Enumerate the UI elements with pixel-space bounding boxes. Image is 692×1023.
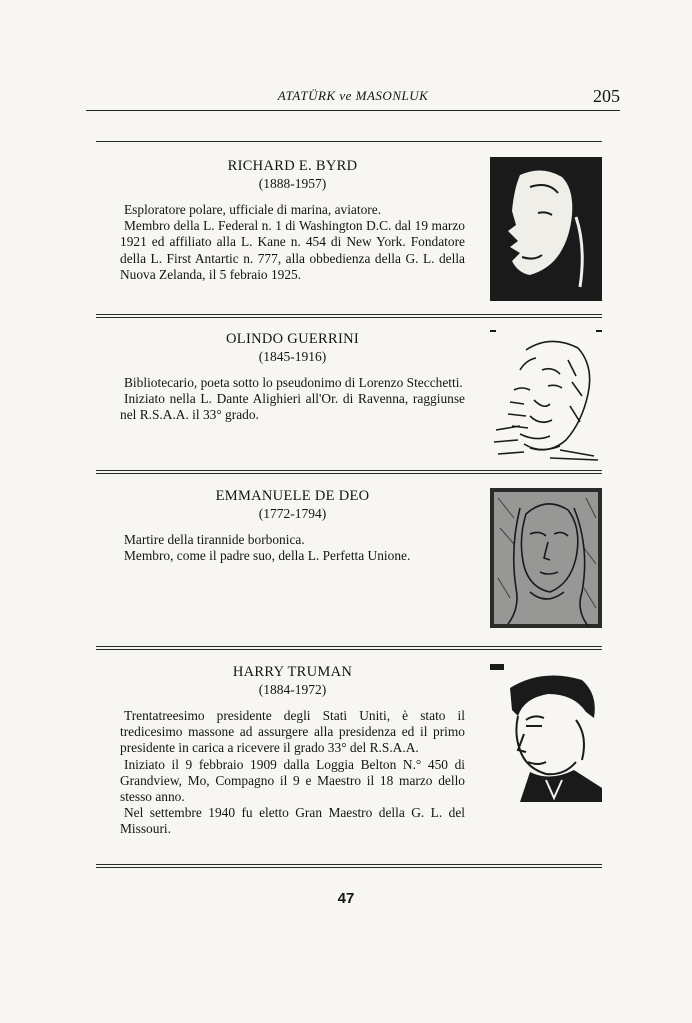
folio-number: 47 <box>337 890 355 907</box>
entry-paragraph: Trentatreesimo presidente degli Stati Uniti, è stato il tredicesimo massone ad assurgere alla presidenza ed il primo presidente in carica a ricevere il grado 33° del R.S.A.A. <box>120 708 465 756</box>
portrait-byrd-icon <box>490 157 602 301</box>
entry-paragraph: Membro della L. Federal n. 1 di Washington D.C. dal 19 marzo 1921 ed affiliato alla L. Kane n. 454 di New York. Fondatore della L. First Antartic n. 777, alla obbedienza della G. L. della Nuova Zelanda, il 5 febraio 1925. <box>120 218 465 282</box>
entry-paragraph: Membro, come il padre suo, della L. Perfetta Unione. <box>124 548 411 564</box>
entry-byrd <box>120 157 465 283</box>
entry-paragraph: Nel settembre 1940 fu eletto Gran Maestro della G. L. del Missouri. <box>120 805 465 837</box>
entry-paragraph: Bibliotecario, poeta sotto lo pseudonimo di Lorenzo Stecchetti. <box>124 375 463 390</box>
separator-rule <box>96 646 602 647</box>
entry-paragraph: Iniziato nella L. Dante Alighieri all'Or. di Ravenna, raggiunse nel R.S.A.A. il 33° grado. <box>120 391 465 423</box>
entry-years: (1884-1972) <box>258 682 327 697</box>
entry-name: RICHARD E. BYRD <box>227 158 358 174</box>
entry-truman <box>120 663 465 838</box>
separator-rule <box>96 864 602 865</box>
portrait-de-deo-icon <box>490 488 602 628</box>
entry-years: (1845-1916) <box>258 349 327 364</box>
separator-rule <box>96 314 602 315</box>
running-header <box>86 86 620 108</box>
header-rule <box>86 110 620 111</box>
entry-paragraph: Iniziato il 9 febbraio 1909 dalla Loggia Belton N.° 450 di Grandview, Mo, Compagno il 9 e Maestro il 18 marzo dello stesso anno. <box>120 756 465 805</box>
entry-years: (1888-1957) <box>258 176 327 191</box>
separator-rule <box>96 141 602 142</box>
entry-name: OLINDO GUERRINI <box>226 331 359 347</box>
entry-paragraph: Esploratore polare, ufficiale di marina, aviatore. <box>124 202 382 217</box>
page-number: 205 <box>593 86 620 106</box>
entry-name: EMMANUELE DE DEO <box>215 488 370 504</box>
entry-de-deo <box>120 487 465 564</box>
separator-rule <box>96 470 602 471</box>
entry-paragraph: Martire della tirannide borbonica. <box>124 532 305 547</box>
portrait-truman-icon <box>490 664 602 802</box>
running-title: ATATÜRK ve MASONLUK <box>277 88 429 103</box>
entry-name: HARRY TRUMAN <box>232 664 353 680</box>
entry-years: (1772-1794) <box>258 506 327 521</box>
entry-guerrini <box>120 330 465 424</box>
portrait-guerrini-icon <box>490 330 602 462</box>
